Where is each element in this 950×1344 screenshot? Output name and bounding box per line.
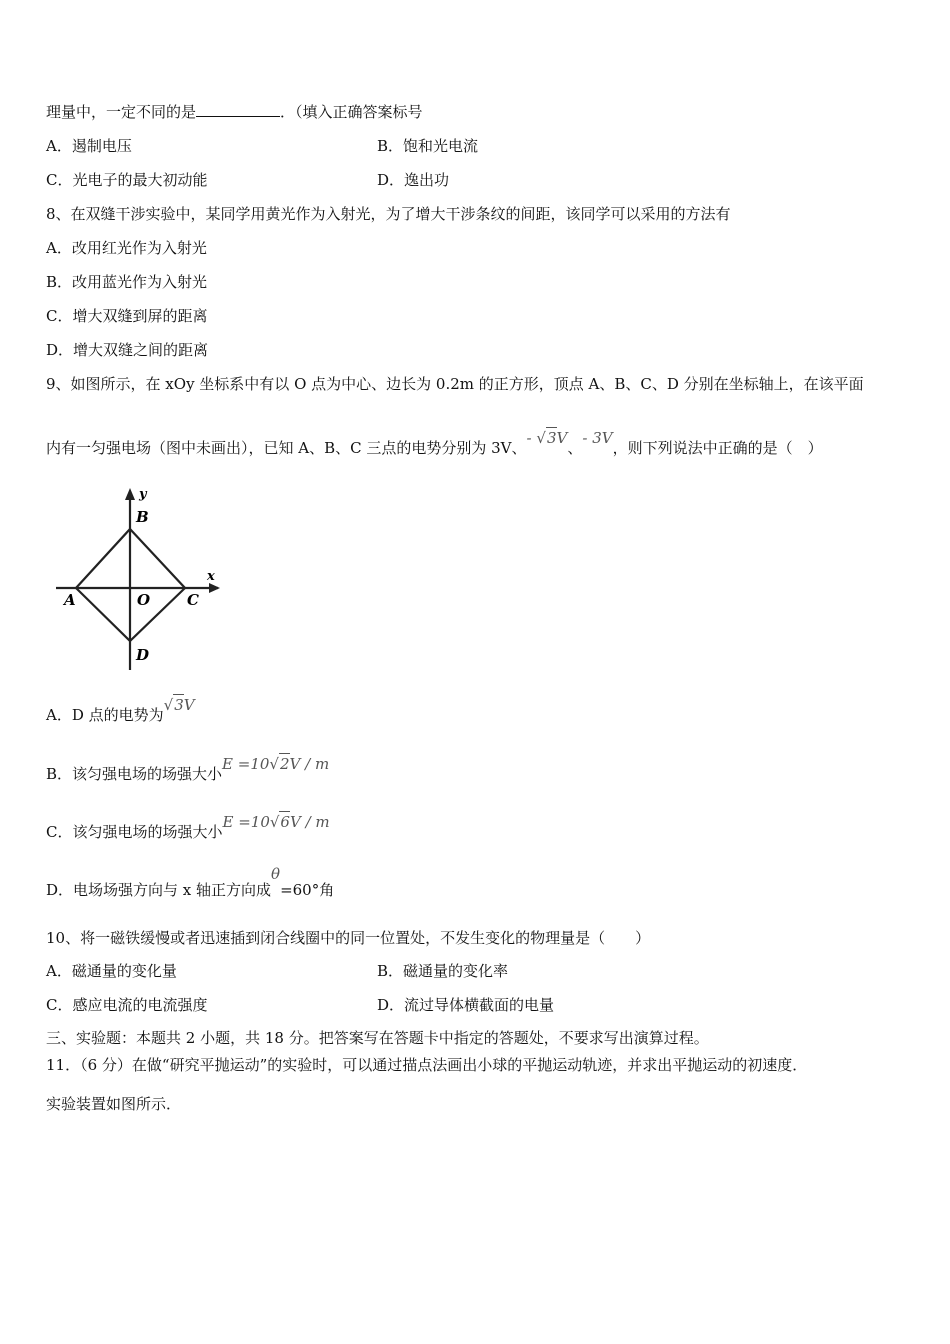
- q9-stem-part-a: 内有一匀强电场（图中未画出），已知 A、B、C 三点的电势分别为 3V、: [46, 439, 527, 457]
- q7-option-b: B．饱和光电流: [377, 137, 479, 155]
- intro-line: [46, 102, 423, 122]
- q7-option-d: D．逸出功: [377, 171, 450, 189]
- q9-separator: 、: [567, 439, 583, 457]
- q9-option-c-math: E =10√6V / m: [222, 813, 330, 831]
- q9-potential-b: - √3V: [526, 429, 568, 447]
- q9-potential-c: - 3V: [582, 429, 613, 447]
- q9-stem-line1: 9、如图所示，在 xOy 坐标系中有以 O 点为中心、边长为 0.2m 的正方形，顶点 A、B、C、D 分别在坐标轴上，在该平面: [46, 375, 864, 393]
- q10-options-row1: [46, 961, 906, 981]
- q9-option-b-math: E =10√2V / m: [222, 755, 330, 773]
- q9-option-d-text: D．电场场强方向与 x 轴正方向成: [46, 881, 272, 899]
- q9-option-c-text: C．该匀强电场的场强大小: [46, 823, 223, 841]
- section-3-heading: 三、实验题：本题共 2 小题，共 18 分。把答案写在答题卡中指定的答题处，不要求写出演算过程。: [46, 1029, 709, 1047]
- q10-option-c: C．感应电流的电流强度: [46, 996, 208, 1014]
- q9-figure-diagram: [52, 484, 232, 674]
- q7-options-row1: [46, 136, 906, 156]
- intro-tail: ．（填入正确答案标号: [280, 103, 423, 121]
- q7-option-c: C．光电子的最大初动能: [46, 171, 208, 189]
- q9-stem-line2: [46, 429, 823, 458]
- q8-stem: 8、在双缝干涉实验中，某同学用黄光作为入射光，为了增大干涉条纹的间距，该同学可以采用的方法有: [46, 205, 731, 223]
- q10-stem: 10、将一磁铁缓慢或者迅速插到闭合线圈中的同一位置处，不发生变化的物理量是（ ）: [46, 929, 651, 947]
- q10-option-d: D．流过导体横截面的电量: [377, 996, 555, 1014]
- q9-option-a-text: A．D 点的电势为: [46, 706, 164, 724]
- q8-option-b: B．改用蓝光作为入射光: [46, 273, 208, 291]
- q8-option-d: D．增大双缝之间的距离: [46, 341, 209, 359]
- label-d: D: [136, 646, 150, 664]
- q9-stem-part-b: ，则下列说法中正确的是（ ）: [612, 439, 823, 457]
- q9-option-a: [46, 696, 195, 725]
- q8-option-c: C．增大双缝到屏的距离: [46, 307, 208, 325]
- q7-option-a: A．遏制电压: [46, 137, 132, 155]
- q10-options-row2: [46, 995, 906, 1015]
- theta-symbol: θ: [271, 865, 281, 883]
- answer-blank: [196, 102, 280, 117]
- q11-line2: 实验装置如图所示．: [46, 1095, 182, 1113]
- label-x: x: [207, 569, 215, 584]
- label-o: O: [137, 591, 151, 609]
- q7-options-row2: [46, 170, 906, 190]
- q10-option-b: B．磁通量的变化率: [377, 962, 509, 980]
- q9-option-d-tail: =60°角: [280, 881, 335, 899]
- q9-option-a-math: √3V: [163, 696, 195, 714]
- label-y: y: [139, 487, 147, 502]
- q9-option-c: [46, 813, 330, 842]
- x-axis-arrow: [209, 583, 220, 593]
- label-c: C: [187, 591, 199, 609]
- y-axis-arrow: [125, 488, 135, 500]
- q9-option-d: [46, 865, 335, 900]
- label-b: B: [136, 508, 149, 526]
- q11-line1: 11．（6 分）在做“研究平抛运动”的实验时，可以通过描点法画出小球的平抛运动轨迹，并求出平抛运动的初速度．: [46, 1056, 808, 1074]
- label-a: A: [64, 591, 76, 609]
- q9-option-b-text: B．该匀强电场的场强大小: [46, 765, 223, 783]
- q8-option-a: A．改用红光作为入射光: [46, 239, 207, 257]
- q10-option-a: A．磁通量的变化量: [46, 962, 177, 980]
- q9-option-b: [46, 755, 330, 784]
- intro-text: 理量中，一定不同的是: [46, 103, 197, 121]
